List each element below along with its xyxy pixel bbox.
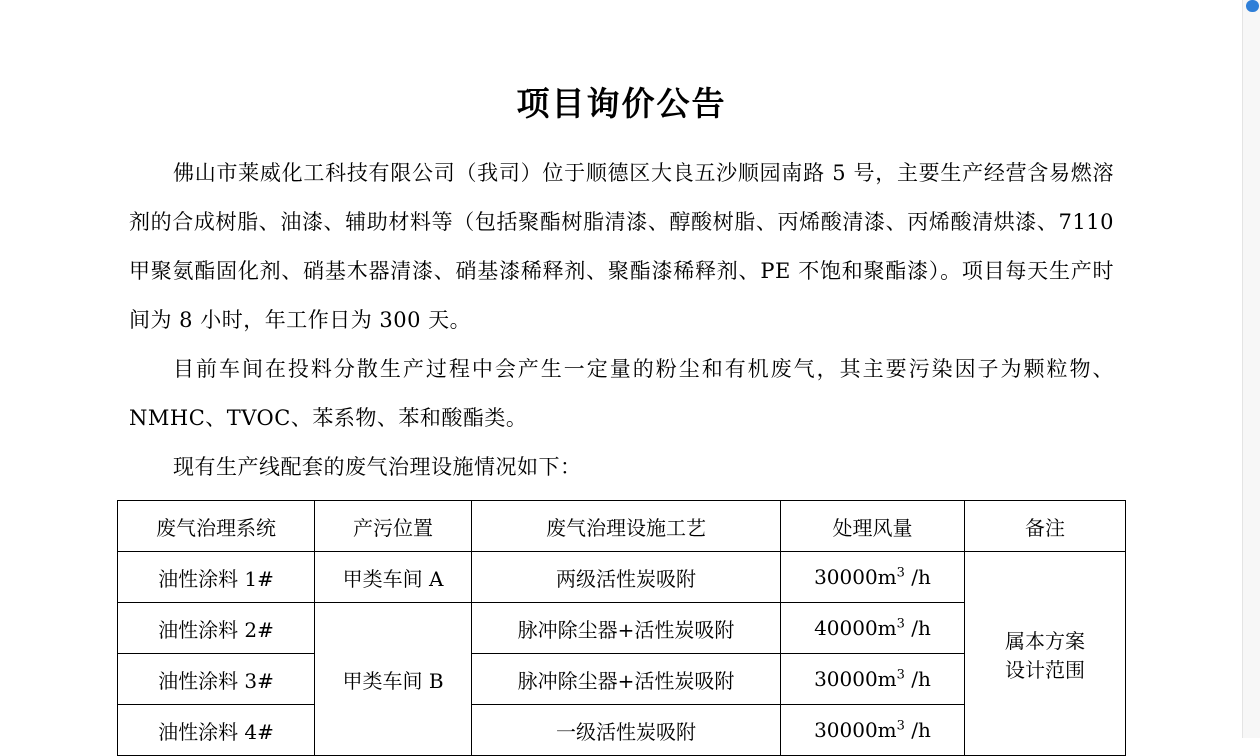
- airflow-unit: 3: [896, 718, 905, 734]
- page-title: 项目询价公告: [516, 84, 727, 123]
- paragraph-table-intro: 现有生产线配套的废气治理设施情况如下：: [173, 455, 582, 479]
- cell-airflow: [781, 552, 965, 603]
- cell-system: 油性涂料 2#: [118, 603, 315, 654]
- table-header-row: [118, 501, 1126, 552]
- cell-process: 脉冲除尘器+活性炭吸附: [472, 654, 781, 705]
- header-process: 废气治理设施工艺: [472, 501, 781, 552]
- airflow-value: 30000m: [814, 667, 897, 691]
- header-location: 产污位置: [315, 501, 472, 552]
- paragraph-emissions: 目前车间在投料分散生产过程中会产生一定量的粉尘和有机废气，其主要污染因子为颗粒物、NMHC、TVOC、苯系物、苯和酸酯类。: [129, 357, 1114, 430]
- airflow-suffix: /h: [904, 565, 931, 589]
- header-system: 废气治理系统: [118, 501, 315, 552]
- header-airflow: 处理风量: [781, 501, 965, 552]
- cell-remark: [965, 552, 1126, 756]
- airflow-value: 40000m: [814, 616, 897, 640]
- airflow-unit: 3: [896, 667, 905, 683]
- airflow-suffix: /h: [904, 616, 931, 640]
- paragraph-company-intro: 佛山市莱威化工科技有限公司（我司）位于顺德区大良五沙顺园南路 5 号，主要生产经营含易燃溶剂的合成树脂、油漆、辅助材料等（包括聚酯树脂清漆、醇酸树脂、丙烯酸清漆、丙烯酸清烘漆、7110 甲聚氨酯固化剂、硝基木器清漆、硝基漆稀释剂、聚酯漆稀释剂、PE 不饱和聚酯漆）。项目每天生产时间为 8 小时，年工作日为 300 天。: [129, 161, 1114, 332]
- remark-line-2: 设计范围: [1005, 657, 1085, 682]
- table-row: [118, 552, 1126, 603]
- cell-location: 甲类车间 A: [315, 552, 472, 603]
- airflow-unit: 3: [896, 616, 905, 632]
- cell-system: 油性涂料 3#: [118, 654, 315, 705]
- cell-airflow: [781, 705, 965, 756]
- cell-process: 两级活性炭吸附: [472, 552, 781, 603]
- vertical-scrollbar[interactable]: [1242, 0, 1260, 738]
- waste-gas-treatment-table: [117, 500, 1126, 756]
- cell-system: 油性涂料 1#: [118, 552, 315, 603]
- cell-system: 油性涂料 4#: [118, 705, 315, 756]
- airflow-suffix: /h: [904, 718, 931, 742]
- airflow-suffix: /h: [904, 667, 931, 691]
- cell-airflow: [781, 654, 965, 705]
- airflow-unit: 3: [896, 565, 905, 581]
- cell-location: 甲类车间 B: [315, 603, 472, 756]
- cell-process: 一级活性炭吸附: [472, 705, 781, 756]
- cell-process: 脉冲除尘器+活性炭吸附: [472, 603, 781, 654]
- airflow-value: 30000m: [814, 718, 897, 742]
- scrollbar-thumb[interactable]: [1246, 0, 1259, 12]
- cell-airflow: [781, 603, 965, 654]
- remark-line-1: 属本方案: [1005, 628, 1085, 653]
- airflow-value: 30000m: [814, 565, 897, 589]
- header-remark: 备注: [965, 501, 1126, 552]
